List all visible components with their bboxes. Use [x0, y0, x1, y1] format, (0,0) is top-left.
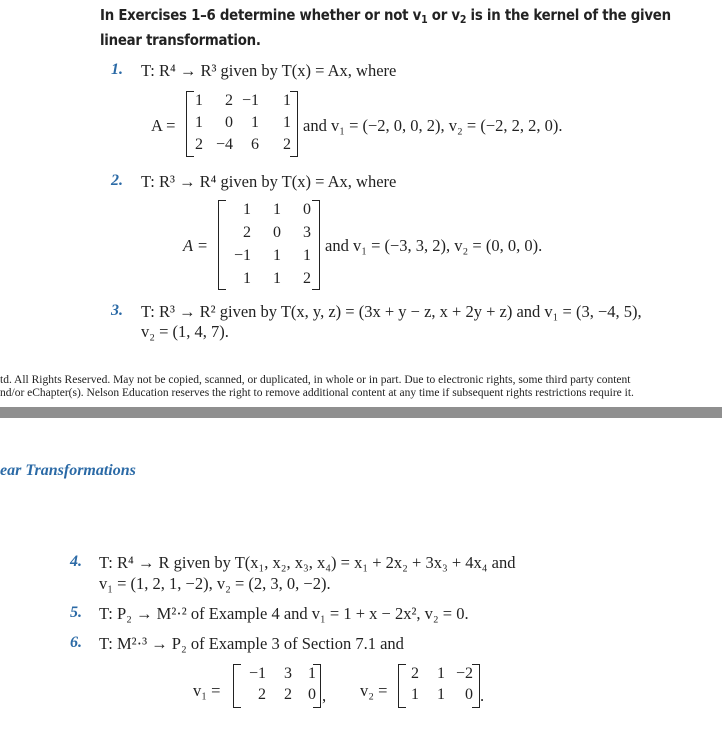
section-title: ear Transformations [0, 462, 136, 479]
matrix-entry: 1 [283, 92, 291, 109]
exercise-4-line2: v₁ = (1, 2, 1, −2), v₂ = (2, 3, 0, −2). [99, 574, 331, 593]
matrix-entry: 0 [273, 224, 281, 241]
exercise-2-number: 2. [111, 172, 123, 189]
matrix-entry: 3 [284, 665, 292, 682]
exercise-heading-line1: In Exercises 1–6 determine whether or not $v_1$ or $v_2$ is in the kernel of the given [100, 6, 671, 26]
copyright-line1: td. All Rights Reserved. May not be copied, scanned, or duplicated, in whole or in part. Due to electronic rights, some third party content [0, 374, 631, 386]
matrix-entry: 1 [283, 114, 291, 131]
matrix-entry: 2 [195, 136, 203, 153]
matrix-entry: 2 [284, 686, 292, 703]
matrix-entry: 1 [308, 665, 316, 682]
copyright-line2: nd/or eChapter(s). Nelson Education reserves the right to remove additional content at any time if subsequent rights restrictions require it. [0, 387, 634, 399]
matrix-entry: 0 [303, 201, 311, 218]
matrix-entry: 1 [411, 686, 419, 703]
matrix-entry: 1 [273, 247, 281, 264]
exercise-6-v1-matrix [233, 664, 321, 708]
matrix-entry: 2 [243, 224, 251, 241]
matrix-entry: 1 [437, 665, 445, 682]
exercise-1-number: 1. [111, 61, 123, 78]
matrix-entry: 2 [258, 686, 266, 703]
matrix-entry: 1 [195, 92, 203, 109]
exercise-2-text: T: R³ → R⁴ given by T(x) = Ax, where [141, 172, 397, 191]
matrix-entry: 1 [303, 247, 311, 264]
exercise-1-text: T: R⁴ → R³ given by T(x) = Ax, where [141, 61, 397, 80]
exercise-5-text: T: P₂ → M²·² of Example 4 and v₁ = 1 + x − 2x², v₂ = 0. [99, 604, 469, 623]
exercise-3-line2: v₂ = (1, 4, 7). [141, 322, 229, 341]
exercise-6-v2-label: v₂ = [360, 681, 388, 700]
matrix-entry: 1 [273, 270, 281, 287]
matrix-entry: 1 [437, 686, 445, 703]
matrix-entry: 2 [303, 270, 311, 287]
matrix-entry: 1 [195, 114, 203, 131]
exercise-heading-line2: linear transformation. [100, 31, 261, 49]
page-divider [0, 407, 722, 418]
matrix-entry: 2 [411, 665, 419, 682]
exercise-3-number: 3. [111, 302, 123, 319]
exercise-4-number: 4. [70, 553, 82, 570]
exercise-6-number: 6. [70, 634, 82, 651]
matrix-entry: −1 [241, 92, 259, 109]
exercise-1-vectors: and v₁ = (−2, 0, 0, 2), v₂ = (−2, 2, 2, 0). [303, 116, 563, 135]
matrix-entry: 1 [243, 201, 251, 218]
matrix-entry: 3 [303, 224, 311, 241]
matrix-entry: 1 [251, 114, 259, 131]
matrix-entry: −1 [233, 247, 251, 264]
exercise-6-v2-matrix [398, 664, 480, 708]
exercise-6-period: . [480, 686, 485, 705]
exercise-5-number: 5. [70, 604, 82, 621]
matrix-entry: −1 [248, 665, 266, 682]
exercise-6-text: T: M²·³ → P₂ of Example 3 of Section 7.1 and [99, 634, 404, 653]
matrix-entry: 0 [308, 686, 316, 703]
matrix-entry: 1 [273, 201, 281, 218]
matrix-entry: 0 [225, 114, 233, 131]
exercise-3-line1: T: R³ → R² given by T(x, y, z) = (3x + y − z, x + 2y + z) and v₁ = (3, −4, 5), [141, 302, 642, 321]
matrix-entry: 1 [243, 270, 251, 287]
matrix-entry: 6 [251, 136, 259, 153]
matrix-entry: −4 [215, 136, 233, 153]
exercise-2-matrix-label: A = [183, 236, 209, 255]
exercise-6-v1-label: v₁ = [193, 681, 221, 700]
matrix-entry: 2 [225, 92, 233, 109]
exercise-6-comma: , [322, 686, 327, 705]
matrix-entry: 2 [283, 136, 291, 153]
exercise-1-matrix-label: A = [151, 116, 176, 135]
exercise-2-matrix [218, 200, 320, 290]
exercise-4-line1: T: R⁴ → R given by T(x₁, x₂, x₃, x₄) = x₁ + 2x₂ + 3x₃ + 4x₄ and [99, 553, 516, 572]
matrix-entry: −2 [455, 665, 473, 682]
exercise-1-matrix [186, 91, 298, 157]
exercise-2-vectors: and v₁ = (−3, 3, 2), v₂ = (0, 0, 0). [325, 236, 543, 255]
matrix-entry: 0 [465, 686, 473, 703]
